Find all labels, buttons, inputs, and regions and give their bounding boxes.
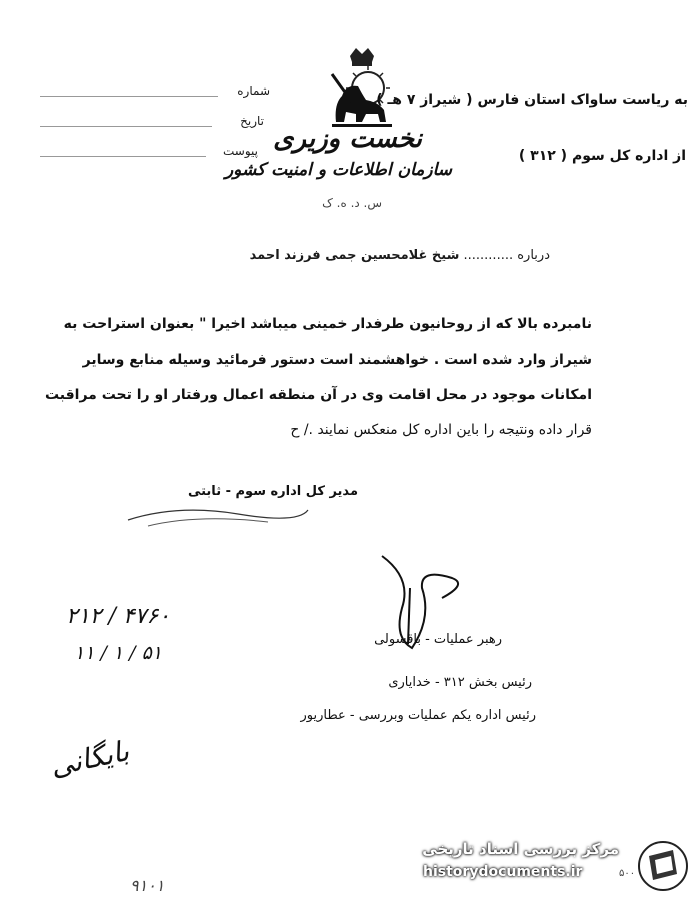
number-label: شماره — [237, 84, 270, 98]
org-title: نخست وزیری — [273, 124, 422, 154]
watermark-page: ۵۰۰ — [619, 868, 636, 879]
subject-label: درباره — [517, 248, 550, 263]
date-line — [40, 126, 212, 127]
body-line: شیراز وارد شده است . خواهشمند است دستور فرمائید وسیله منابع وسایر — [82, 352, 592, 368]
subject-line: درباره ............ شیخ غلامحسین جمی فرزند احمد — [249, 248, 550, 263]
date-label: تاریخ — [240, 114, 264, 128]
handwritten-date: ۱۱ / ۱ / ۵۱ — [74, 642, 162, 664]
director-signature-scribble-icon — [118, 500, 318, 540]
watermark — [405, 834, 695, 900]
subject-text: شیخ غلامحسین جمی فرزند احمد — [249, 248, 460, 263]
org-code: س. د. ه. ک — [322, 196, 382, 210]
lion-and-sun-emblem-icon — [322, 44, 402, 132]
watermark-title: مرکز بررسی اسناد تاریخی — [422, 840, 619, 858]
attachment-line — [40, 156, 206, 157]
recipient-from: از اداره کل سوم ( ۳۱۲ ) — [518, 148, 686, 164]
org-name: سازمان اطلاعات و امنیت کشور — [224, 160, 452, 180]
watermark-url: historydocuments.ir — [423, 864, 583, 880]
margin-note: بایگانی — [47, 734, 132, 783]
officer-line: رئیس اداره یکم عملیات وبررسی - عطاریور — [300, 708, 536, 723]
body-line: امکانات موجود در محل اقامت وی در آن منطقه اعمال ورفتار او را تحت مراقبت — [44, 387, 592, 403]
handwritten-number: ۲۱۲ / ۴۷۶۰ — [66, 604, 171, 629]
recipient-to: به ریاست ساواک استان فارس ( شیراز ۷ هـ ) — [376, 92, 688, 108]
body-line: قرار داده ونتیجه را باین اداره کل منعکس نمایند ./ ح — [290, 422, 592, 438]
attachment-label: پیوست — [223, 144, 258, 158]
footer-number: ۹۱۰۱ — [130, 876, 165, 895]
officer-line: رئیس بخش ۳۱۲ - خدایاری — [388, 675, 532, 690]
archive-logo-icon — [637, 840, 689, 892]
number-line — [40, 96, 218, 97]
officer-line: رهبر عملیات - باقسولی — [374, 632, 502, 647]
body-line: نامبرده بالا که از روحانیون طرفدار خمینی میباشد اخیرا " بعنوان استراحت به — [63, 316, 592, 332]
director-signature-line: مدیر کل اداره سوم - ثابتی — [187, 484, 358, 499]
